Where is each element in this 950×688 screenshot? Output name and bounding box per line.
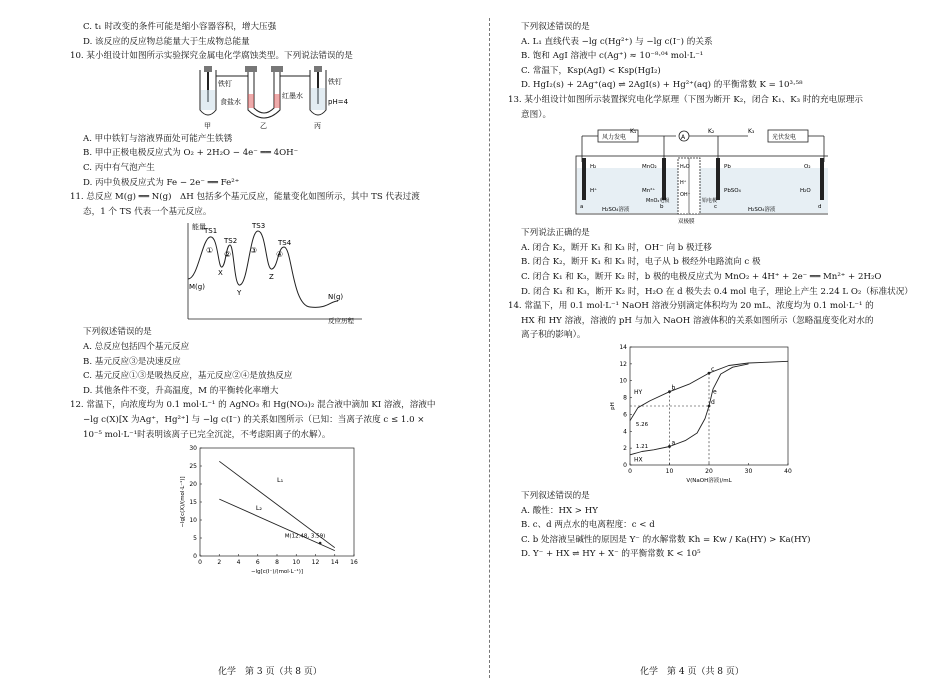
label-M: M(12.48, 3.59) bbox=[284, 533, 326, 540]
label-ink: 红墨水 bbox=[282, 91, 303, 100]
x-tick-label: 10 bbox=[292, 559, 301, 567]
x-tick-label: 12 bbox=[311, 559, 320, 567]
point-label-a: a bbox=[671, 439, 676, 447]
electrode-b: b bbox=[660, 204, 664, 211]
q14-option-a: A. 酸性：HX > HY bbox=[521, 505, 598, 516]
q12-stem-2: −lg c(X)[X 为Ag⁺，Hg²⁺] 与 −lg c(I⁻) 的关系如图所示（已知：当离子浓度 c ≤ 1.0 × bbox=[83, 414, 425, 425]
q11-option-a: A. 总反应包括四个基元反应 bbox=[83, 341, 190, 352]
q12-figure bbox=[170, 442, 475, 582]
mn2-label: Mn²⁺ bbox=[642, 188, 656, 195]
y-tick-label: 25 bbox=[189, 463, 197, 471]
label-ph: pH=4 bbox=[328, 97, 349, 106]
q10-option-c: C. 丙中有气泡产生 bbox=[83, 162, 155, 173]
y-axis-label: pH bbox=[610, 402, 616, 410]
q13-option-a: A. 闭合 K₂，断开 K₁ 和 K₃ 时，OH⁻ 向 b 极迁移 bbox=[521, 242, 712, 253]
electrode-d: d bbox=[818, 204, 822, 211]
q14-lead: 下列叙述错误的是 bbox=[521, 490, 590, 501]
y-tick-label: 5 bbox=[193, 535, 197, 543]
y-tick-label: 6 bbox=[623, 411, 627, 419]
annot-121: 1.21 bbox=[635, 444, 649, 451]
q12-lead: 下列叙述错误的是 bbox=[521, 22, 590, 32]
x-tick-label: 4 bbox=[236, 559, 241, 567]
y-tick-label: 10 bbox=[619, 377, 627, 385]
q14-option-b: B. c、d 两点水的电离程度：c < d bbox=[521, 520, 655, 531]
q14-stem-3: 离子积的影响）。 bbox=[521, 330, 586, 341]
solar-label: 光伏发电 bbox=[772, 134, 797, 142]
q14-option-c: C. b 处溶液呈碱性的原因是 Y⁻ 的水解常数 Kh = Kw / Ka(HY) > Ka(HY) bbox=[521, 534, 811, 545]
k3-label: K₃ bbox=[748, 128, 755, 136]
q13-option-d: D. 闭合 K₁ 和 K₃，断开 K₂ 时，H₂O 在 d 极失去 0.4 mol 电子，理论上产生 2.24 L O₂（标准状况） bbox=[521, 286, 913, 297]
step2-label: ② bbox=[224, 250, 232, 260]
y-tick-label: 8 bbox=[623, 394, 627, 402]
footer-page-3: 化学 第 3 页（共 8 页） bbox=[218, 667, 322, 677]
label-yi: 乙 bbox=[260, 121, 267, 130]
x-tick-label: 10 bbox=[665, 467, 674, 475]
electrochem-apparatus bbox=[568, 122, 828, 226]
q10-option-b: B. 甲中正极电极反应式为 O₂ + 2H₂O − 4e⁻ ══ 4OH⁻ bbox=[83, 148, 299, 159]
q11-option-d: D. 其他条件不变，升高温度，M 的平衡转化率增大 bbox=[83, 385, 279, 396]
label-jia: 甲 bbox=[204, 121, 211, 130]
q13-stem-1: 13. 某小组设计如图所示装置探究电化学原理（下图为断开 K₂，闭合 K₁、K₃ 时的充电原理示 bbox=[508, 94, 863, 105]
q13-option-c: C. 闭合 K₁ 和 K₃，断开 K₂ 时，b 极的电极反应式为 MnO₂ + 4H⁺ + 2e⁻ ══ Mn²⁺ + 2H₂O bbox=[521, 271, 882, 282]
y-tick-label: 15 bbox=[189, 499, 197, 507]
h2-label: H₂ bbox=[590, 164, 597, 171]
label-bing: 丙 bbox=[314, 121, 321, 130]
q11-option-c: C. 基元反应①③是吸热反应，基元反应②④是放热反应 bbox=[83, 371, 293, 382]
q12-option-a: A. L₁ 直线代表 −lg c(Hg²⁺) 与 −lg c(I⁻) 的关系 bbox=[521, 36, 713, 47]
label-tie2: 铁钉 bbox=[328, 77, 342, 86]
q10-stem: 10. 某小组设计如图所示实验探究金属电化学腐蚀类型。下列说法错误的是 bbox=[70, 51, 353, 62]
q9-option-c: C. t₁ 时改变的条件可能是缩小容器容积，增大压强 bbox=[83, 22, 277, 32]
label-L2: L₂ bbox=[255, 504, 263, 513]
annot-HX: HX bbox=[633, 456, 643, 464]
pb-electrode: 铅电极 bbox=[702, 198, 718, 205]
x-tick-label: 2 bbox=[217, 559, 222, 567]
q9-option-d: D. 该反应的反应物总能量大于生成物总能量 bbox=[83, 36, 250, 47]
x-tick-label: 16 bbox=[350, 559, 358, 567]
q14-stem-2: HX 和 HY 溶液，溶液的 pH 与加入 NaOH 溶液体积的关系如图所示（忽略温度变化对水的 bbox=[521, 315, 874, 326]
q10-option-a: A. 甲中铁钉与溶液界面处可能产生铁锈 bbox=[83, 133, 233, 144]
step3-label: ③ bbox=[250, 246, 258, 256]
point-label-d: d bbox=[711, 398, 715, 406]
m-label: M(g) bbox=[189, 283, 205, 292]
page-divider bbox=[489, 18, 490, 678]
q11-figure bbox=[180, 219, 475, 325]
x-tick-label: 14 bbox=[330, 559, 339, 567]
point-label-c: c bbox=[711, 366, 715, 374]
ts2-label: TS2 bbox=[224, 237, 238, 246]
q12-option-b: B. 饱和 AgI 溶液中 c(Ag⁺) ≈ 10⁻⁸·⁰⁴ mol·L⁻¹ bbox=[521, 51, 704, 62]
step4-label: ④ bbox=[276, 250, 284, 260]
y-tick-label: 10 bbox=[189, 517, 197, 525]
hplus-label: H⁺ bbox=[590, 188, 598, 195]
y-tick-label: 0 bbox=[193, 553, 197, 561]
annot-HY: HY bbox=[633, 389, 643, 397]
h2o-center-label: H₂O bbox=[680, 164, 690, 171]
q14-figure bbox=[604, 343, 898, 489]
oh-center-label: OH⁻ bbox=[680, 192, 691, 199]
q13-figure bbox=[568, 122, 898, 226]
q13-stem-2: 意图）。 bbox=[521, 109, 552, 120]
q13-option-b: B. 闭合 K₂，断开 K₁ 和 K₃ 时，电子从 b 极经外电路流向 c 极 bbox=[521, 257, 761, 268]
series-line-L₂ bbox=[219, 499, 334, 550]
x-tick-label: 30 bbox=[744, 467, 753, 475]
label-salt: 食盐水 bbox=[220, 97, 241, 106]
chart-q12 bbox=[170, 442, 360, 582]
footer-page-4: 化学 第 4 页（共 8 页） bbox=[640, 667, 744, 677]
q12-option-d: D. HgI₂(s) + 2Ag⁺(aq) ⇌ 2AgI(s) + Hg²⁺(aq) 的平衡常数 K = 10³·⁵⁸ bbox=[521, 80, 803, 91]
page-4 bbox=[508, 0, 913, 562]
x-tick-label: 20 bbox=[705, 467, 713, 475]
y-tick-label: 2 bbox=[623, 445, 627, 453]
mno2-label: MnO₂ bbox=[642, 164, 657, 171]
q11-stem-2: 态，1 个 TS 代表一个基元反应。 bbox=[83, 206, 212, 217]
q10-option-d: D. 丙中负极反应式为 Fe − 2e⁻ ══ Fe²⁺ bbox=[83, 177, 240, 188]
ts1-label: TS1 bbox=[204, 227, 218, 236]
membrane-label: 双极膜 bbox=[678, 219, 695, 226]
x-axis-label: −lg[c(I⁻)/(mol·L⁻¹)] bbox=[250, 569, 304, 576]
o2-label: O₂ bbox=[804, 164, 811, 171]
step1-label: ① bbox=[206, 246, 214, 256]
label-L1: L₁ bbox=[277, 476, 284, 485]
page-3 bbox=[70, 0, 475, 582]
x-tick-label: 0 bbox=[628, 467, 632, 475]
z-label: Z bbox=[269, 273, 274, 282]
q14-option-d: D. Y⁻ + HX ⇌ HY + X⁻ 的平衡常数 K < 10⁵ bbox=[521, 549, 701, 560]
n-label: N(g) bbox=[328, 293, 344, 302]
annot-e: e bbox=[712, 388, 717, 396]
ammeter-label: A bbox=[681, 134, 686, 142]
q12-option-c: C. 常温下，Ksp(AgI) < Ksp(HgI₂) bbox=[521, 65, 661, 76]
series-line-HX bbox=[630, 364, 749, 455]
wind-label: 风力发电 bbox=[602, 134, 627, 142]
x-tick-label: 8 bbox=[275, 559, 279, 567]
x-tick-label: 0 bbox=[198, 559, 202, 567]
hplus-center-label: H⁺ bbox=[680, 180, 687, 187]
energy-profile bbox=[180, 219, 370, 325]
x-label: X bbox=[218, 269, 223, 278]
point-label-b: b bbox=[671, 384, 676, 392]
q11-option-b: B. 基元反应③是决速反应 bbox=[83, 356, 181, 367]
mno2-electrode: MnO₂电极 bbox=[646, 198, 670, 205]
q11-lead: 下列叙述错误的是 bbox=[83, 327, 152, 338]
pbso4-label: PbSO₄ bbox=[724, 188, 741, 195]
y-axis-label: −lg[c(X)/(mol·L⁻¹)] bbox=[180, 476, 186, 528]
y-tick-label: 0 bbox=[623, 461, 627, 469]
k2-label: K₂ bbox=[708, 128, 715, 136]
q11-stem-1: 11. 总反应 M(g) ══ N(g) ΔH 包括多个基元反应，能量变化如图所示，其中 TS 代表过渡 bbox=[70, 192, 420, 203]
y-tick-label: 20 bbox=[189, 481, 197, 489]
energy-xlabel: 反应历程 bbox=[328, 317, 354, 326]
pb-label: Pb bbox=[724, 164, 731, 171]
y-tick-label: 14 bbox=[619, 343, 627, 351]
solution-1: H₂SO₄溶液 bbox=[602, 207, 630, 214]
ts4-label: TS4 bbox=[278, 239, 292, 248]
y-label: Y bbox=[237, 289, 242, 298]
y-tick-label: 30 bbox=[189, 445, 197, 453]
x-tick-label: 6 bbox=[255, 559, 260, 567]
solution-2: H₂SO₄溶液 bbox=[748, 207, 776, 214]
annot-526: 5.26 bbox=[635, 422, 649, 429]
h2o-d-label: H₂O bbox=[800, 188, 811, 195]
ts3-label: TS3 bbox=[252, 222, 266, 231]
electrode-c: c bbox=[714, 204, 718, 211]
q12-stem-3: 10⁻⁵ mol·L⁻¹时表明该离子已完全沉淀，不考虑阳离子的水解）。 bbox=[83, 429, 331, 440]
k1-label: K₁ bbox=[630, 128, 637, 136]
q14-stem-1: 14. 常温下，用 0.1 mol·L⁻¹ NaOH 溶液分别滴定体积均为 20 mL、浓度均为 0.1 mol·L⁻¹ 的 bbox=[508, 301, 874, 312]
energy-ylabel: 能量 bbox=[192, 223, 206, 232]
q13-lead: 下列说法正确的是 bbox=[521, 228, 590, 239]
x-tick-label: 40 bbox=[784, 467, 792, 475]
x-axis-label: V(NaOH溶液)/mL bbox=[686, 477, 732, 484]
q12-stem-1: 12. 常温下，向浓度均为 0.1 mol·L⁻¹ 的 AgNO₃ 和 Hg(NO₃)₂ 混合液中滴加 KI 溶液，溶液中 bbox=[70, 400, 436, 411]
electrode-a: a bbox=[580, 204, 584, 211]
corrosion-apparatus bbox=[190, 64, 390, 132]
point-M bbox=[319, 542, 322, 545]
q10-figure bbox=[190, 64, 475, 132]
y-tick-label: 12 bbox=[619, 360, 627, 368]
y-tick-label: 4 bbox=[623, 428, 627, 436]
label-tie1: 铁钉 bbox=[218, 79, 232, 88]
chart-q14 bbox=[604, 343, 794, 489]
